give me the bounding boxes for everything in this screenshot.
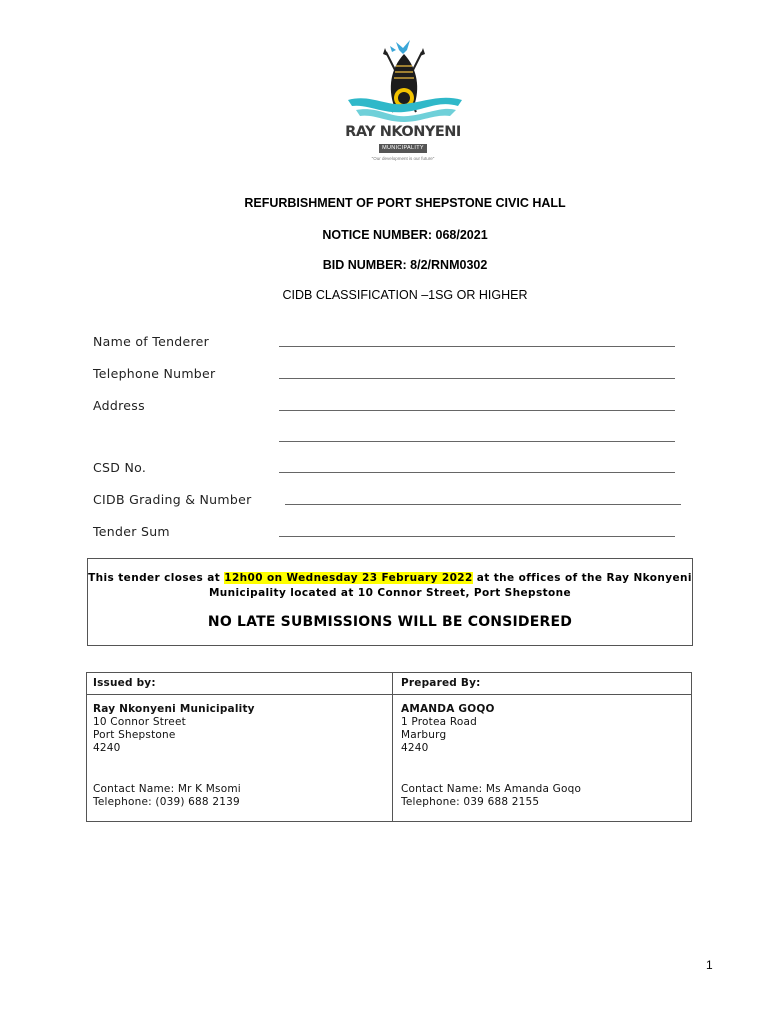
field-blank-line — [279, 441, 675, 442]
field-label: CSD No. — [93, 460, 147, 475]
field-label: Tender Sum — [93, 524, 170, 539]
issued-by-contact: Contact Name: Mr K Msomi — [93, 783, 241, 795]
closing-date-highlight: 12h00 on Wednesday 23 February 2022 — [224, 572, 473, 584]
table-header-divider — [87, 694, 691, 695]
logo-name: RAY NKONYENI — [345, 124, 461, 140]
logo-subtitle: MUNICIPALITY — [379, 144, 427, 153]
notice-number: NOTICE NUMBER: 068/2021 — [322, 228, 488, 242]
late-submissions-warning: NO LATE SUBMISSIONS WILL BE CONSIDERED — [207, 614, 573, 630]
closing-notice-post: at the offices of the Ray Nkonyeni — [472, 572, 692, 584]
shield-spears-icon — [330, 34, 476, 126]
field-label: Address — [93, 398, 145, 413]
bid-number: BID NUMBER: 8/2/RNM0302 — [322, 258, 488, 272]
issued-by-telephone: Telephone: (039) 688 2139 — [93, 796, 240, 808]
prepared-by-postal-code: 4240 — [401, 742, 429, 754]
page-number: 1 — [706, 958, 713, 972]
field-blank-line — [279, 346, 675, 347]
field-blank-line — [279, 472, 675, 473]
closing-notice-pre: This tender closes at — [88, 572, 225, 584]
issued-by-org: Ray Nkonyeni Municipality — [93, 703, 255, 715]
field-label: Name of Tenderer — [93, 334, 210, 349]
contact-table — [86, 672, 692, 822]
closing-notice-line-1 — [88, 572, 692, 584]
field-label: Telephone Number — [93, 366, 216, 381]
field-label: CIDB Grading & Number — [93, 492, 252, 507]
issued-by-address-2: Port Shepstone — [93, 729, 176, 741]
issued-by-heading: Issued by: — [93, 677, 156, 689]
prepared-by-heading: Prepared By: — [401, 677, 481, 689]
field-blank-line — [279, 536, 675, 537]
issued-by-postal-code: 4240 — [93, 742, 121, 754]
closing-notice-box — [87, 558, 693, 646]
prepared-by-address-1: 1 Protea Road — [401, 716, 477, 728]
municipality-logo — [330, 34, 476, 166]
prepared-by-contact: Contact Name: Ms Amanda Goqo — [401, 783, 582, 795]
prepared-by-telephone: Telephone: 039 688 2155 — [401, 796, 540, 808]
logo-tagline: "Our development is our future" — [371, 156, 435, 161]
prepared-by-name: AMANDA GOQO — [401, 703, 495, 715]
closing-notice-line-2: Municipality located at 10 Connor Street, Port Shepstone — [208, 587, 572, 599]
field-blank-line — [279, 410, 675, 411]
document-title: REFURBISHMENT OF PORT SHEPSTONE CIVIC HALL — [244, 196, 566, 210]
field-blank-line — [285, 504, 681, 505]
issued-by-address-1: 10 Connor Street — [93, 716, 186, 728]
cidb-classification: CIDB CLASSIFICATION –1SG OR HIGHER — [282, 288, 528, 302]
field-blank-line — [279, 378, 675, 379]
table-column-divider — [392, 673, 393, 821]
prepared-by-address-2: Marburg — [401, 729, 447, 741]
